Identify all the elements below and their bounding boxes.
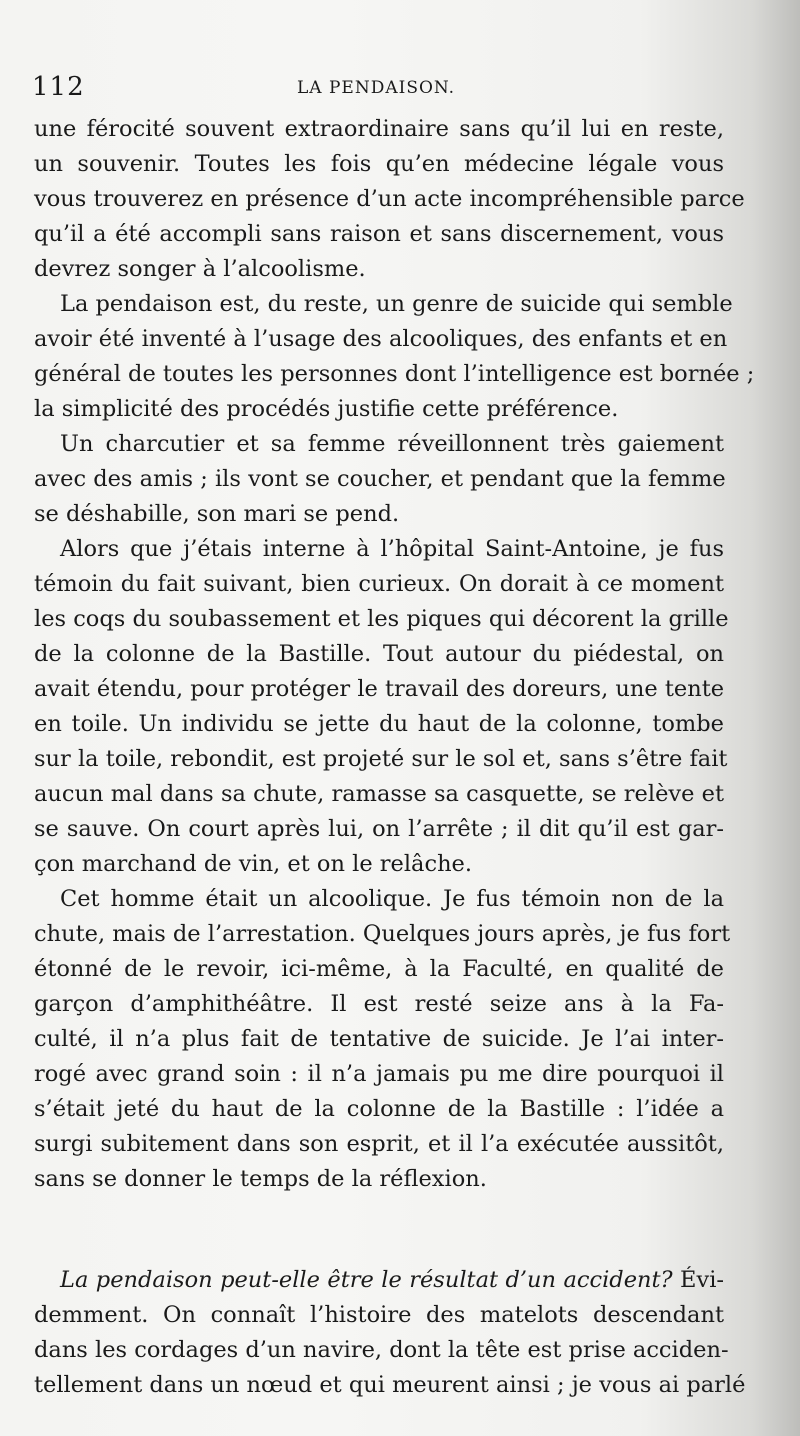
text-line: devrez songer à l’alcoolisme. [34, 256, 366, 282]
text-line: en toile. Un individu se jette du haut de la colonne, tombe [34, 711, 724, 737]
question-line [34, 1263, 724, 1298]
question-italic: La pendaison peut-elle être le résultat d’un accident? [60, 1267, 673, 1293]
text-line: culté, il n’a plus fait de tentative de suicide. Je l’ai inter- [34, 1026, 724, 1052]
text-line: Un charcutier et sa femme réveillonnent très gaiement [60, 431, 724, 457]
text-line: Alors que j’étais interne à l’hôpital Saint-Antoine, je fus [60, 536, 724, 562]
text-line: s’était jeté du haut de la colonne de la Bastille : l’idée a [34, 1096, 724, 1122]
text-line: La pendaison est, du reste, un genre de suicide qui semble [60, 291, 733, 317]
text-line: aucun mal dans sa chute, ramasse sa casquette, se relève et [34, 781, 724, 807]
main-text [34, 112, 755, 1197]
text-line: vous trouverez en présence d’un acte incompréhensible parce [34, 186, 745, 212]
text-line: se déshabille, son mari se pend. [34, 501, 400, 527]
text-line: qu’il a été accompli sans raison et sans discernement, vous [34, 221, 724, 247]
question-paragraph [34, 1263, 746, 1403]
text-line: Cet homme était un alcoolique. Je fus témoin non de la [60, 886, 724, 912]
text-line: un souvenir. Toutes les fois qu’en médecine légale vous [34, 151, 724, 177]
text-line: de la colonne de la Bastille. Tout autour du piédestal, on [34, 641, 724, 667]
text-line: dans les cordages d’un navire, dont la tête est prise acciden- [34, 1337, 729, 1363]
text-line: les coqs du soubassement et les piques qui décorent la grille [34, 606, 729, 632]
text-line: avec des amis ; ils vont se coucher, et pendant que la femme [34, 466, 726, 492]
text-line: sur la toile, rebondit, est projeté sur le sol et, sans s’être fait [34, 746, 728, 772]
running-title: LA PENDAISON. [297, 78, 456, 98]
text-line: témoin du fait suivant, bien curieux. On dorait à ce moment [34, 571, 724, 597]
text-line: se sauve. On court après lui, on l’arrête ; il dit qu’il est gar- [34, 816, 724, 842]
text-line: garçon d’amphithéâtre. Il est resté seize ans à la Fa- [34, 991, 724, 1017]
question-rest: Évi- [672, 1267, 724, 1293]
text-line: avoir été inventé à l’usage des alcooliques, des enfants et en [34, 326, 728, 352]
text-line: çon marchand de vin, et on le relâche. [34, 851, 473, 877]
text-line: demment. On connaît l’histoire des matelots descendant [34, 1302, 724, 1328]
text-line: avait étendu, pour protéger le travail des doreurs, une tente [34, 676, 725, 702]
text-line: la simplicité des procédés justifie cette préférence. [34, 396, 619, 422]
page-header [32, 72, 722, 108]
text-line: rogé avec grand soin : il n’a jamais pu me dire pourquoi il [34, 1061, 724, 1087]
text-line: chute, mais de l’arrestation. Quelques jours après, je fus fort [34, 921, 731, 947]
text-line: tellement dans un nœud et qui meurent ainsi ; je vous ai parlé [34, 1372, 746, 1398]
page-number: 112 [32, 72, 85, 102]
text-line: sans se donner le temps de la réflexion. [34, 1166, 487, 1192]
text-line: une férocité souvent extraordinaire sans qu’il lui en reste, [34, 116, 724, 142]
text-line: surgi subitement dans son esprit, et il l’a exécutée aussitôt, [34, 1131, 724, 1157]
text-line: général de toutes les personnes dont l’intelligence est bornée ; [34, 361, 755, 387]
text-line: étonné de le revoir, ici-même, à la Faculté, en qualité de [34, 956, 724, 982]
